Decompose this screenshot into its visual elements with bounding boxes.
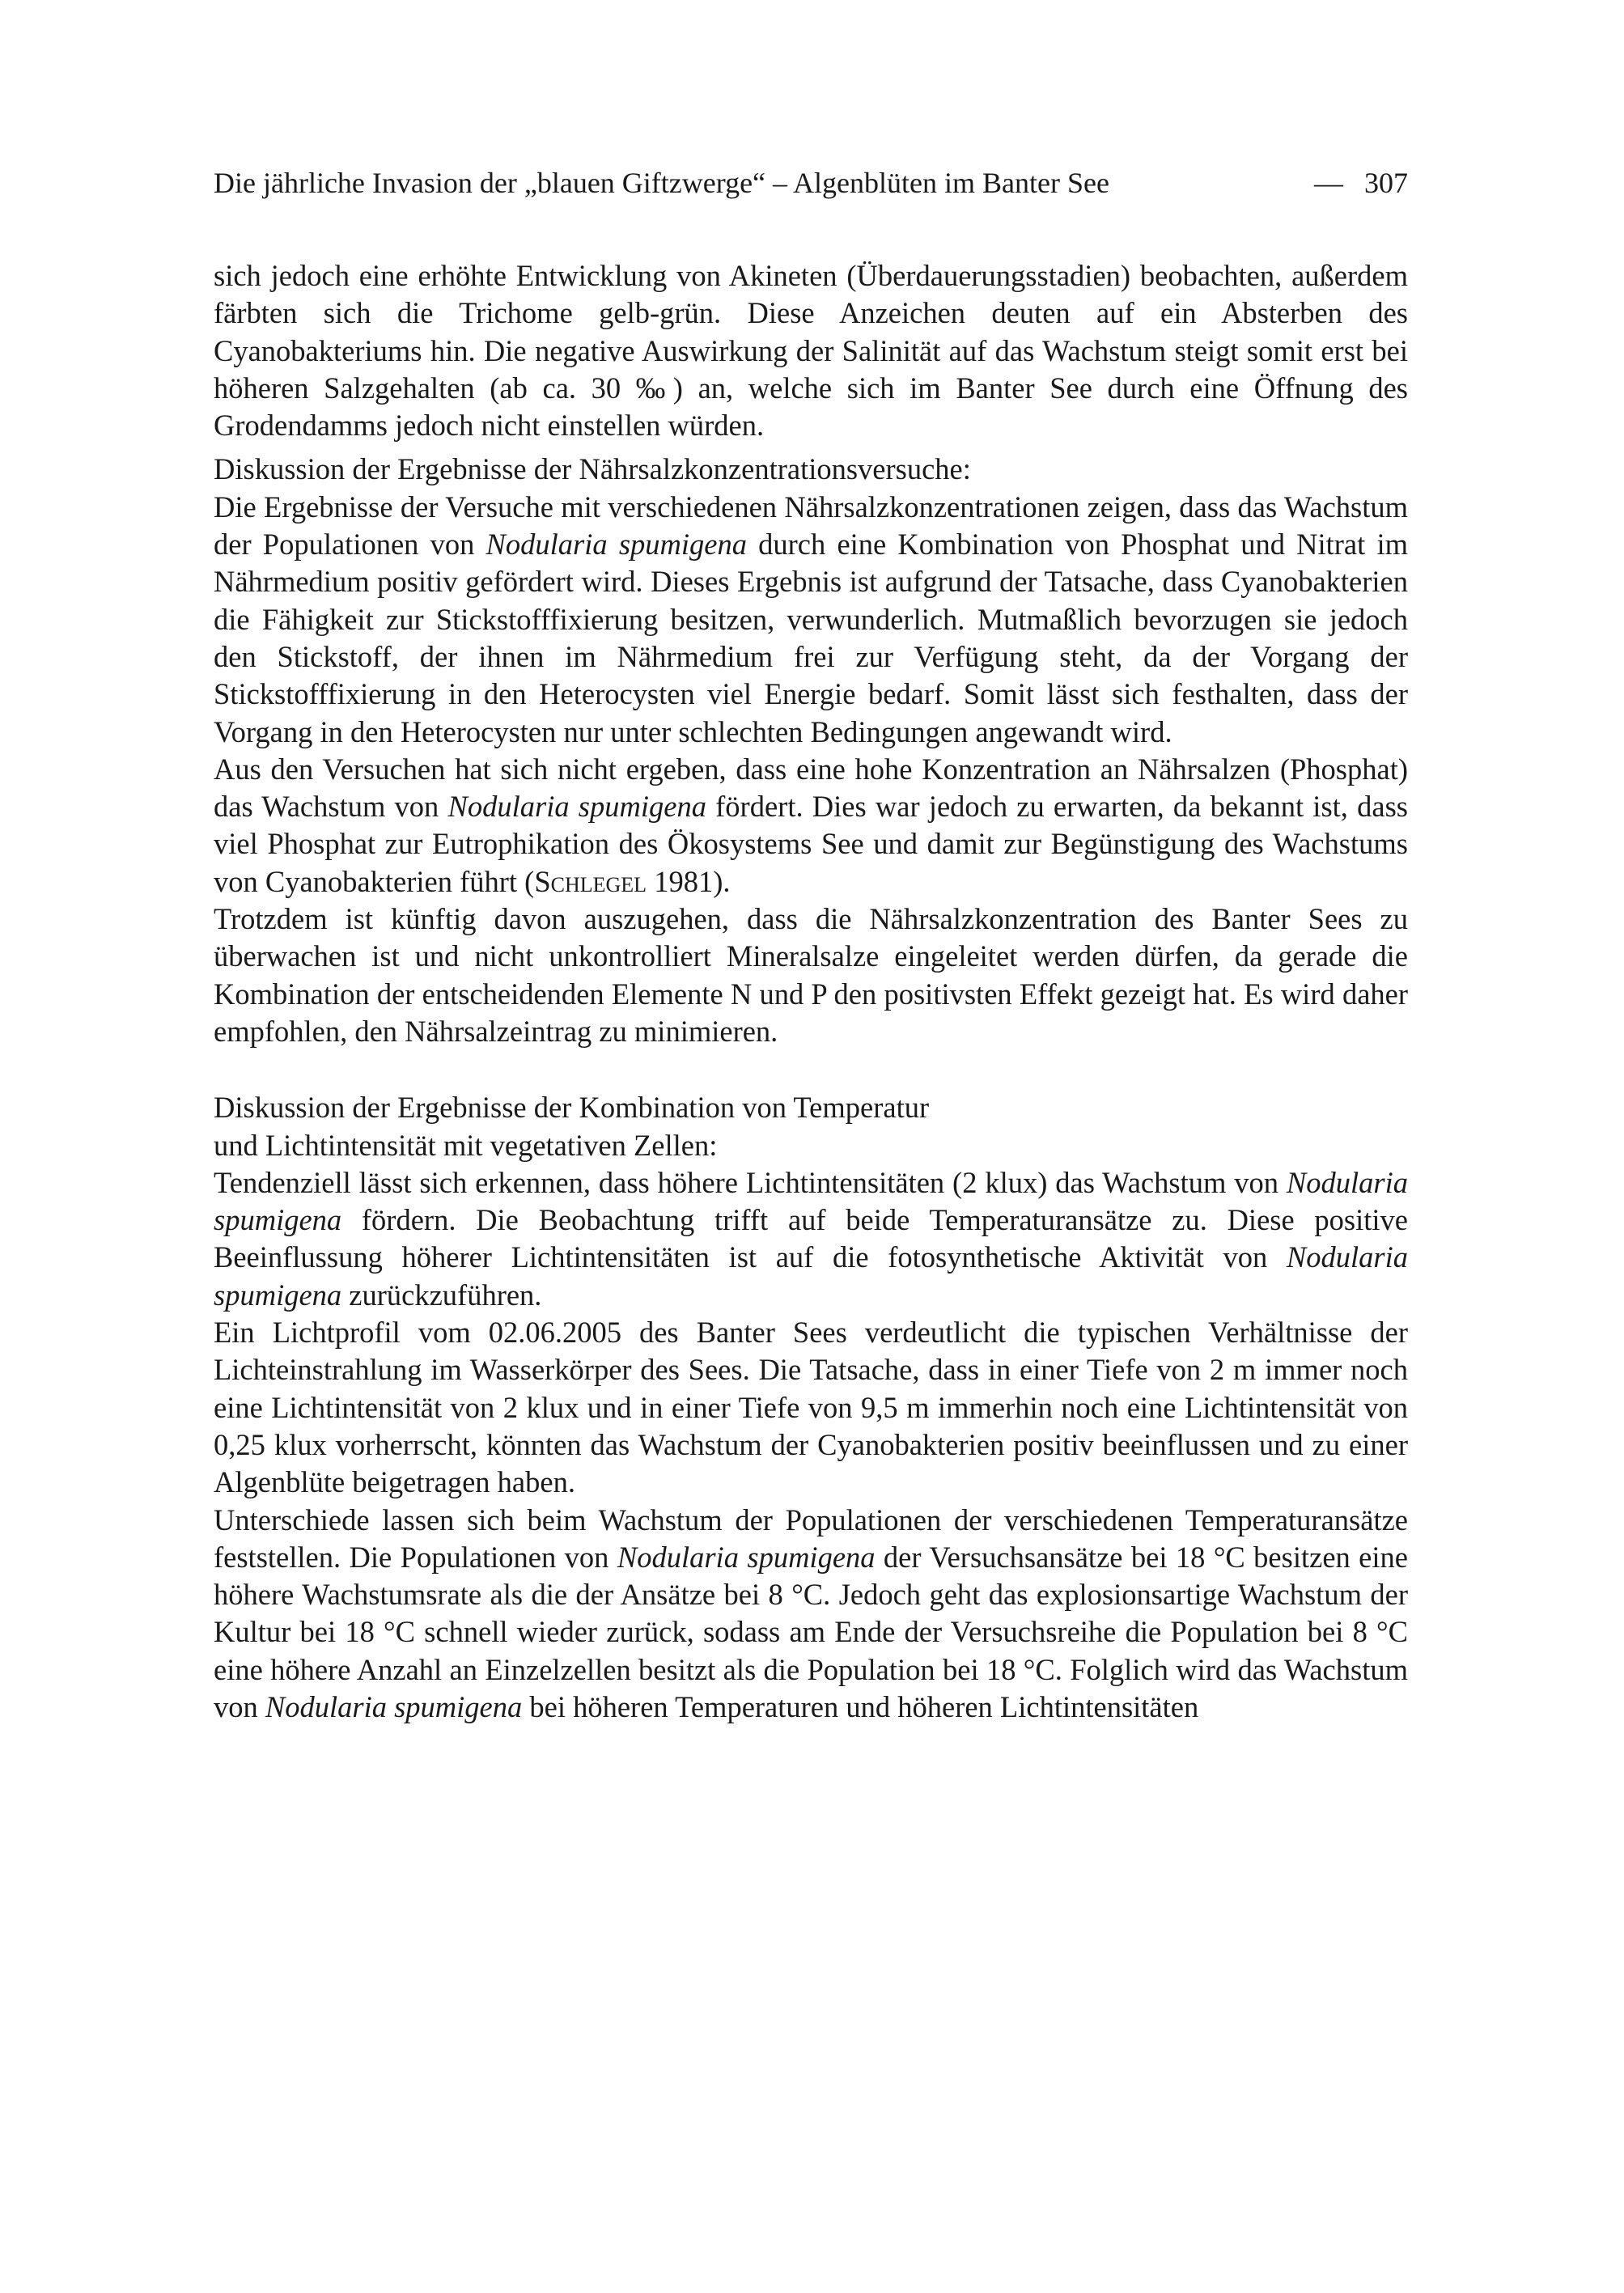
paragraph-temperature-2: Ein Lichtprofil vom 02.06.2005 des Banter Sees verdeutlicht die typischen Verhältnisse der Lichteinstrahlung im Wasserkörper des Sees. Die Tatsache, dass in einer Tiefe von 2 m immer noch eine Lichtintensität von 2 klux und in einer Tiefe von 9,5 m immerhin noch eine Lichtintensität von 0,25 klux vorherrscht, könnten das Wachstum der Cyanobakterien positiv beeinflussen und zu einer Algenblüte beigetragen haben. [214, 1316, 1408, 1499]
text-run: zurückzuführen. [341, 1278, 542, 1312]
section-heading-temperature-line1: Diskussion der Ergebnisse der Kombination von Temperatur [214, 1091, 930, 1125]
text-run: der Versuchsansätze bei 18 °C besitzen eine höhere Wachstumsrate als die der Ansätze bei 8 °C. Jedoch geht das explosionsartige Wachstum der Kultur bei 18 °C schnell wieder zurück, sodass am Ende der Versuchsreihe die Population bei 8 °C eine höhere Anzahl an Einzelzellen besitzt als die Population bei 18 °C. Folglich wird das Wachstum von [214, 1540, 1408, 1723]
text-run: Aus den Versuchen hat sich nicht ergeben, dass eine hohe Konzentration an Nährsalzen (Phosphat) das Wachstum von [214, 752, 1408, 824]
species-name: Nodularia spumigena [486, 528, 747, 562]
text-run: Die Ergebnisse der Versuche mit verschiedenen Nährsalzkonzentrationen zeigen, dass das Wachstum der Populationen von [214, 490, 1408, 562]
paragraph-nutrients-3: Trotzdem ist künftig davon auszugehen, dass die Nährsalzkonzentration des Banter Sees zu überwachen ist und nicht unkontrolliert Mineralsalze eingeleitet werden dürfen, da gerade die Kombination der entscheidenden Elemente N und P den positivsten Effekt gezeigt hat. Es wird daher empfohlen, den Nährsalzeintrag zu minimieren. [214, 902, 1408, 1048]
species-name: Nodularia spumigena [214, 1165, 1408, 1237]
species-name: Nodularia spumigena [214, 1240, 1408, 1312]
paragraph-nutrients-2 [214, 751, 1408, 901]
text-run: Unterschiede lassen sich beim Wachstum der Populationen der verschiedenen Temperaturansätze feststellen. Die Populationen von [214, 1503, 1408, 1574]
paragraph-temperature-1 [214, 1164, 1408, 1314]
section-heading-temperature-line2: und Lichtintensität mit vegetativen Zellen: [214, 1128, 718, 1162]
text-run: fördern. Die Beobachtung trifft auf beide Temperaturansätze zu. Diese positive Beeinflussung höherer Lichtintensitäten ist auf die fotosynthetische Aktivität von [214, 1203, 1408, 1274]
species-name: Nodularia spumigena [617, 1540, 876, 1574]
text-run: Tendenziell lässt sich erkennen, dass höhere Lichtintensitäten (2 klux) das Wachstum von [214, 1165, 1287, 1199]
page-number: 307 [1364, 167, 1408, 199]
running-head-title: Die jährliche Invasion der „blauen Giftzwerge“ – Algenblüten im Banter See [214, 167, 1109, 199]
section-heading-nutrients: Diskussion der Ergebnisse der Nährsalzkonzentrationsversuche: [214, 452, 971, 486]
intro-paragraph: sich jedoch eine erhöhte Entwicklung von Akineten (Überdauerungsstadien) beobachten, außerdem färbten sich die Trichome gelb-grün. Diese Anzeichen deuten auf ein Absterben des Cyanobakteriums hin. Die negative Auswirkung der Salinität auf das Wachstum steigt somit erst bei höheren Salzgehalten (ab ca. 30 ‰) an, welche sich im Banter See durch eine Öffnung des Grodendamms jedoch nicht einstellen würden. [214, 259, 1408, 443]
paragraph-temperature-3 [214, 1502, 1408, 1727]
paragraph-nutrients-1 [214, 489, 1408, 751]
text-run: 1981). [647, 864, 731, 898]
species-name: Nodularia spumigena [447, 790, 706, 824]
body-text [214, 257, 1408, 1726]
text-run: durch eine Kombination von Phosphat und Nitrat im Nährmedium positiv gefördert wird. Dieses Ergebnis ist aufgrund der Tatsache, dass Cyanobakterien die Fähigkeit zur Stickstofffixierung besitzen, verwunderlich. Mutmaßlich bevorzugen sie jedoch den Stickstoff, der ihnen im Nährmedium frei zur Verfügung steht, da der Vorgang der Stickstofffixierung in den Heterocysten viel Energie bedarf. Somit lässt sich festhalten, dass der Vorgang in den Heterocysten nur unter schlechten Bedingungen angewandt wird. [214, 528, 1408, 748]
text-run: bei höheren Temperaturen und höheren Lichtintensitäten [522, 1689, 1199, 1723]
citation-author: Schlegel [534, 864, 647, 898]
text-run: fördert. Dies war jedoch zu erwarten, da bekannt ist, dass viel Phosphat zur Eutrophikation des Ökosystems See und damit zur Begünstigung des Wachstums von Cyanobakterien führt ( [214, 790, 1408, 898]
running-head-dash: — [1314, 167, 1343, 199]
species-name: Nodularia spumigena [265, 1689, 523, 1723]
